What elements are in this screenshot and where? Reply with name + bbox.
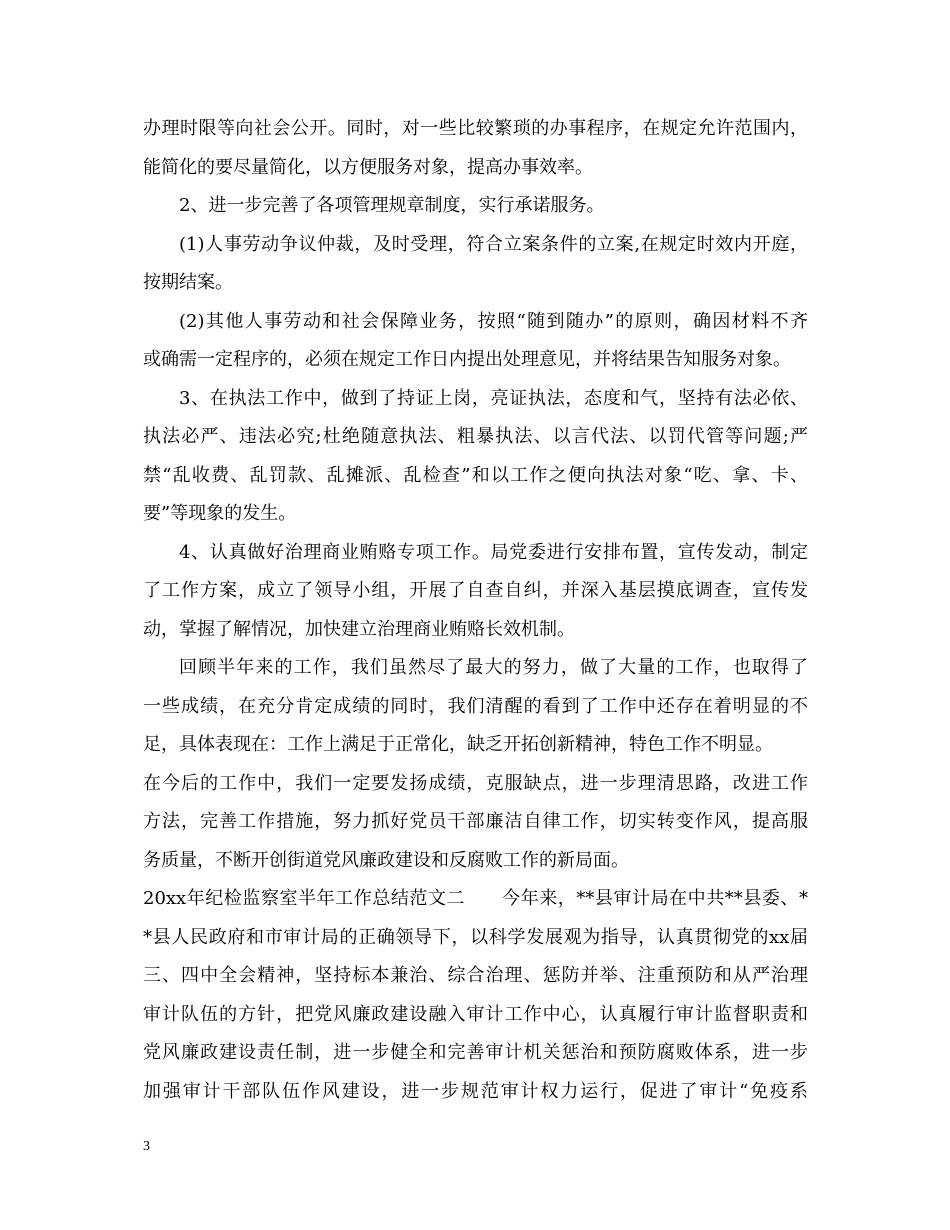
page-number: 3 [143,1139,150,1154]
text-line: 三、四中全会精神，坚持标本兼治、综合治理、惩防并举、注重预防和从严治理 [143,965,808,986]
text-line: 审计队伍的方针，把党风廉政建设融入审计工作中心，认真履行审计监督职责和 [143,1003,808,1025]
text-line: 要”等现象的发生。 [143,503,297,524]
text-line: 务质量，不断开创街道党风廉政建设和反腐败工作的新局面。 [143,849,629,871]
text-line: 办理时限等向社会公开。同时，对一些比较繁琐的办事程序，在规定允许范围内， [143,118,808,139]
text-line: 动，掌握了解情况，加快建立治理商业贿赂长效机制。 [143,618,575,640]
text-line: 禁“乱收费、乱罚款、乱摊派、乱检查”和以工作之便向执法对象“吃、拿、卡、 [143,464,808,486]
text-line: (2)其他人事劳动和社会保障业务，按照“随到随办”的原则，确因材料不齐 [179,310,808,332]
text-line: 按期结案。 [143,272,233,293]
text-line: (1)人事劳动争议仲裁，及时受理，符合立案条件的立案,在规定时效内开庭， [179,233,808,255]
text-line: 或确需一定程序的，必须在规定工作日内提出处理意见，并将结果告知服务对象。 [143,349,791,370]
text-line: 执法必严、违法必究;杜绝随意执法、粗暴执法、以言代法、以罚代管等问题;严 [143,426,808,447]
text-line: 方法，完善工作措施，努力抓好党员干部廉洁自律工作，切实转变作风，提高服 [143,811,808,832]
text-line: 加强审计干部队伍作风建设，进一步规范审计权力运行，促进了审计“免疫系 [143,1080,808,1102]
text-line: 一些成绩，在充分肯定成绩的同时，我们清醒的看到了工作中还存在着明显的不 [143,695,808,717]
text-line: 了工作方案，成立了领导小组，开展了自查自纠，并深入基层摸底调查，宣传发 [143,580,808,601]
text-line: 回顾半年来的工作，我们虽然尽了最大的努力，做了大量的工作，也取得了 [179,657,808,678]
body-text [143,110,808,1111]
text-line: 足，具体表现在：工作上满足于正常化，缺乏开拓创新精神，特色工作不明显。 [143,734,773,755]
text-line: 能简化的要尽量简化，以方便服务对象，提高办事效率。 [143,156,593,178]
text-line: 2、进一步完善了各项管理规章制度，实行承诺服务。 [179,195,605,216]
text-line: *县人民政府和市审计局的正确领导下，以科学发展观为指导，认真贯彻党的xx届 [143,926,808,948]
text-line: 4、认真做好治理商业贿赂专项工作。局党委进行安排布置，宣传发动，制定 [179,541,808,563]
text-line: 党风廉政建设责任制，进一步健全和完善审计机关惩治和预防腐败体系，进一步 [143,1042,808,1063]
text-line: 3、在执法工作中，做到了持证上岗，亮证执法，态度和气，坚持有法必依、 [179,387,808,409]
text-line: 在今后的工作中，我们一定要发扬成绩，克服缺点，进一步理清思路，改进工作 [143,772,808,794]
text-line: 20xx年纪检监察室半年工作总结范文二 今年来，**县审计局在中共**县委、* [143,888,808,909]
